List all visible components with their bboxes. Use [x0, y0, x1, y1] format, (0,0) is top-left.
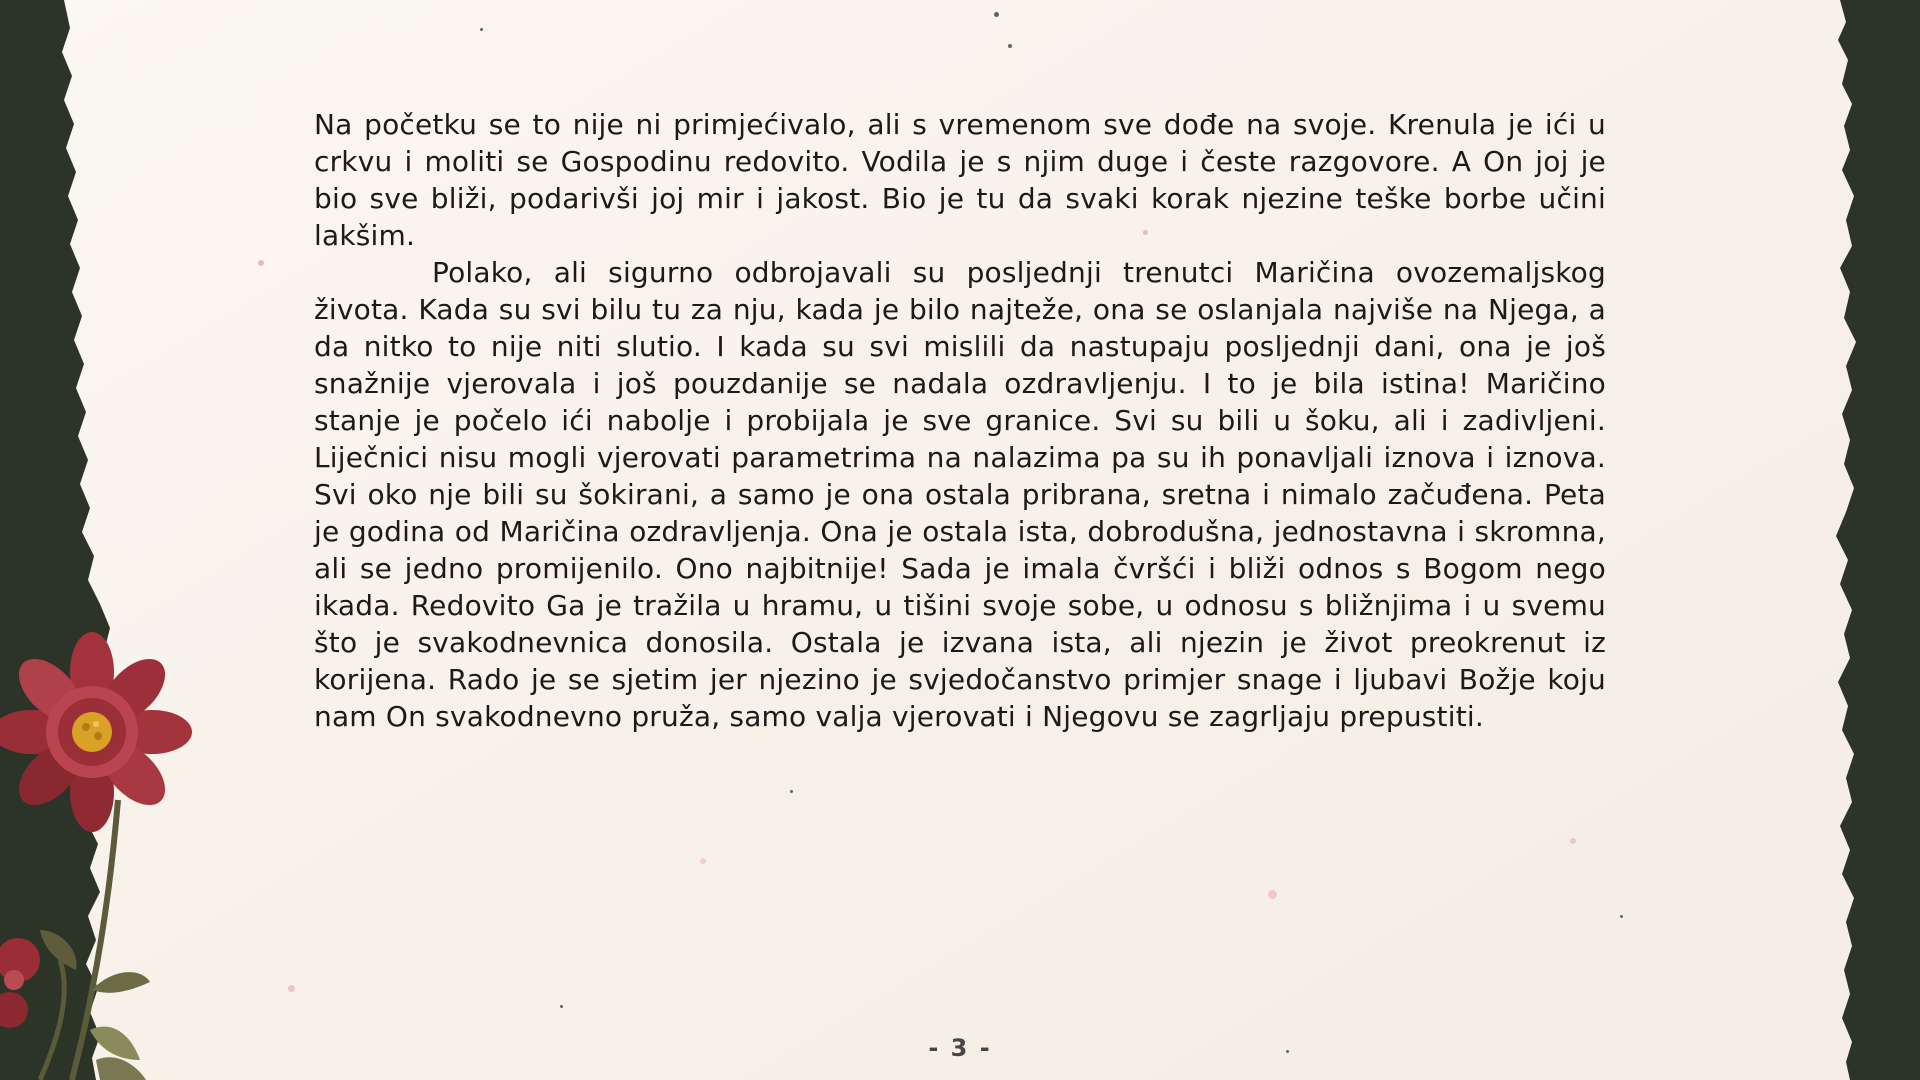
paragraph-2: Polako, ali sigurno odbrojavali su posljednji trenutci Maričina ovozemaljskog života. Kada su svi bilu tu za nju, kada je bilo najteže, ona se oslanjala najviše na Njega, a da nitko to nije niti slutio. I kada su svi mislili da nastupaju posljednji dani, ona je još snažnije vjerovala i još pouzdanije se nadala ozdravljenju. I to je bila istina! Maričino stanje je počelo ići nabolje i probijala je sve granice. Svi su bili u šoku, ali i zadivljeni. Liječnici nisu mogli vjerovati parametrima na nalazima pa su ih ponavljali iznova i iznova. Svi oko nje bili su šokirani, a samo je ona ostala pribrana, sretna i nimalo začuđena. Peta je godina od Maričina ozdravljenja. Ona je ostala ista, dobrodušna, jednostavna i skromna, ali se jedno promijenilo. Ono najbitnije! Sada je imala čvršći i bliži odnos s Bogom nego ikada. Redovito Ga je tražila u hramu, u tišini svoje sobe, u odnosu s bližnjima i u svemu što je svakodnevnica donosila. Ostala je izvana ista, ali njezin je život preokrenut iz korijena. Rado je se sjetim jer njezino je svjedočanstvo primjer snage i ljubavi Božje koju nam On svakodnevno pruža, samo valja vjerovati i Njegovu se zagrljaju prepustiti.: [314, 256, 1606, 733]
paper-speck: [258, 260, 264, 266]
paper-speck: [288, 985, 295, 992]
paragraph-1: Na početku se to nije ni primjećivalo, ali s vremenom sve dođe na svoje. Krenula je ići u crkvu i moliti se Gospodinu redovito. Vodila je s njim duge i česte razgovore. A On joj je bio sve bliži, podarivši joj mir i jakost. Bio je tu da svaki korak njezine teške borbe učini lakšim.: [314, 108, 1606, 252]
red-flower-icon: [0, 630, 220, 1080]
paper-speck: [700, 858, 706, 864]
page-number: - 3 -: [928, 1034, 992, 1062]
story-text: [314, 106, 1606, 735]
paper-speck: [1268, 890, 1277, 899]
paper-speck: [480, 28, 483, 31]
red-flower-decoration: [0, 630, 220, 1080]
paper-speck: [560, 1005, 563, 1008]
paper-speck: [790, 790, 793, 793]
paper-speck: [1570, 838, 1576, 844]
paper-speck: [1620, 915, 1623, 918]
paper-speck: [1008, 44, 1012, 48]
paper-speck: [994, 12, 999, 17]
